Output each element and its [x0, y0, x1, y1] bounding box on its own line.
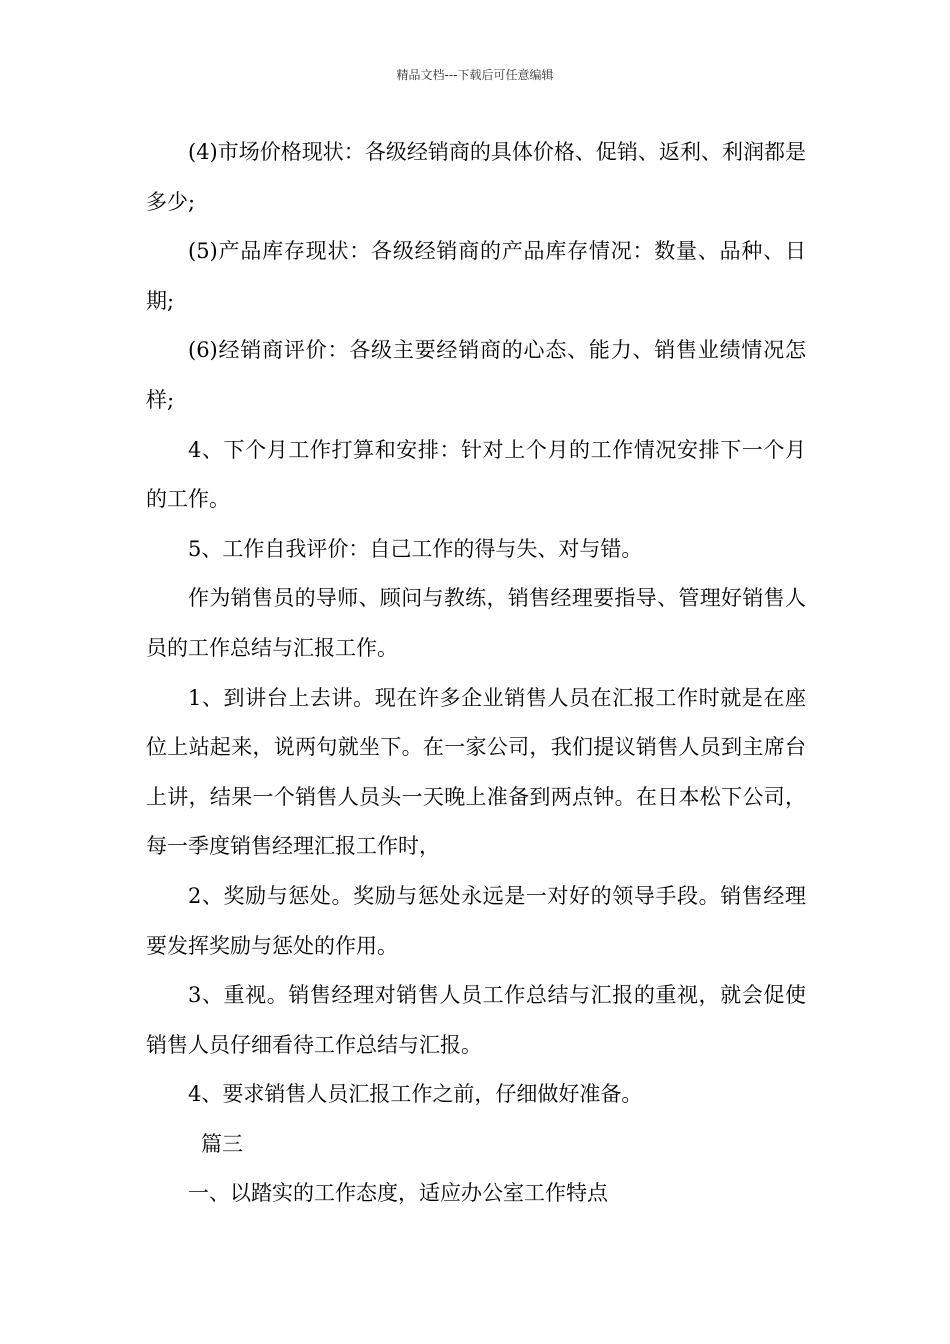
paragraph-office-work: 一、以踏实的工作态度，适应办公室工作特点	[188, 1181, 608, 1206]
paragraph-preparation: 4、要求销售人员汇报工作之前，仔细做好准备。	[188, 1082, 643, 1107]
paragraph-manager-role: 作为销售员的导师、顾问与教练，销售经理要指导、管理好销售人员的工作总结与汇报工作。	[146, 586, 806, 660]
paragraph-market-price: (4)市场价格现状：各级经销商的具体价格、促销、返利、利润都是多少;	[146, 140, 806, 214]
paragraph-attention: 3、重视。销售经理对销售人员工作总结与汇报的重视，就会促使销售人员仔细看待工作总结与汇报。	[146, 983, 806, 1057]
paragraph-reward-punishment: 2、奖励与惩处。奖励与惩处永远是一对好的领导手段。销售经理要发挥奖励与惩处的作用。	[146, 883, 806, 958]
paragraph-inventory: (5)产品库存现状：各级经销商的产品库存情况：数量、品种、日期;	[146, 239, 806, 313]
paragraph-self-evaluation: 5、工作自我评价：自己工作的得与失、对与错。	[188, 536, 643, 561]
document-body	[146, 128, 806, 1219]
paragraph-podium: 1、到讲台上去讲。现在许多企业销售人员在汇报工作时就是在座位上站起来，说两句就坐下。在一家公司，我们提议销售人员到主席台上讲，结果一个销售人员头一天晚上准备到两点钟。在日本松下公司，每一季度销售经理汇报工作时，	[146, 685, 806, 859]
section-heading-part-three: 篇三	[201, 1131, 243, 1156]
paragraph-dealer-evaluation: (6)经销商评价：各级主要经销商的心态、能力、销售业绩情况怎样;	[146, 338, 806, 412]
paragraph-next-month-plan: 4、下个月工作打算和安排：针对上个月的工作情况安排下一个月的工作。	[146, 437, 806, 512]
page-header: 精品文档---下载后可任意编辑	[396, 68, 554, 82]
